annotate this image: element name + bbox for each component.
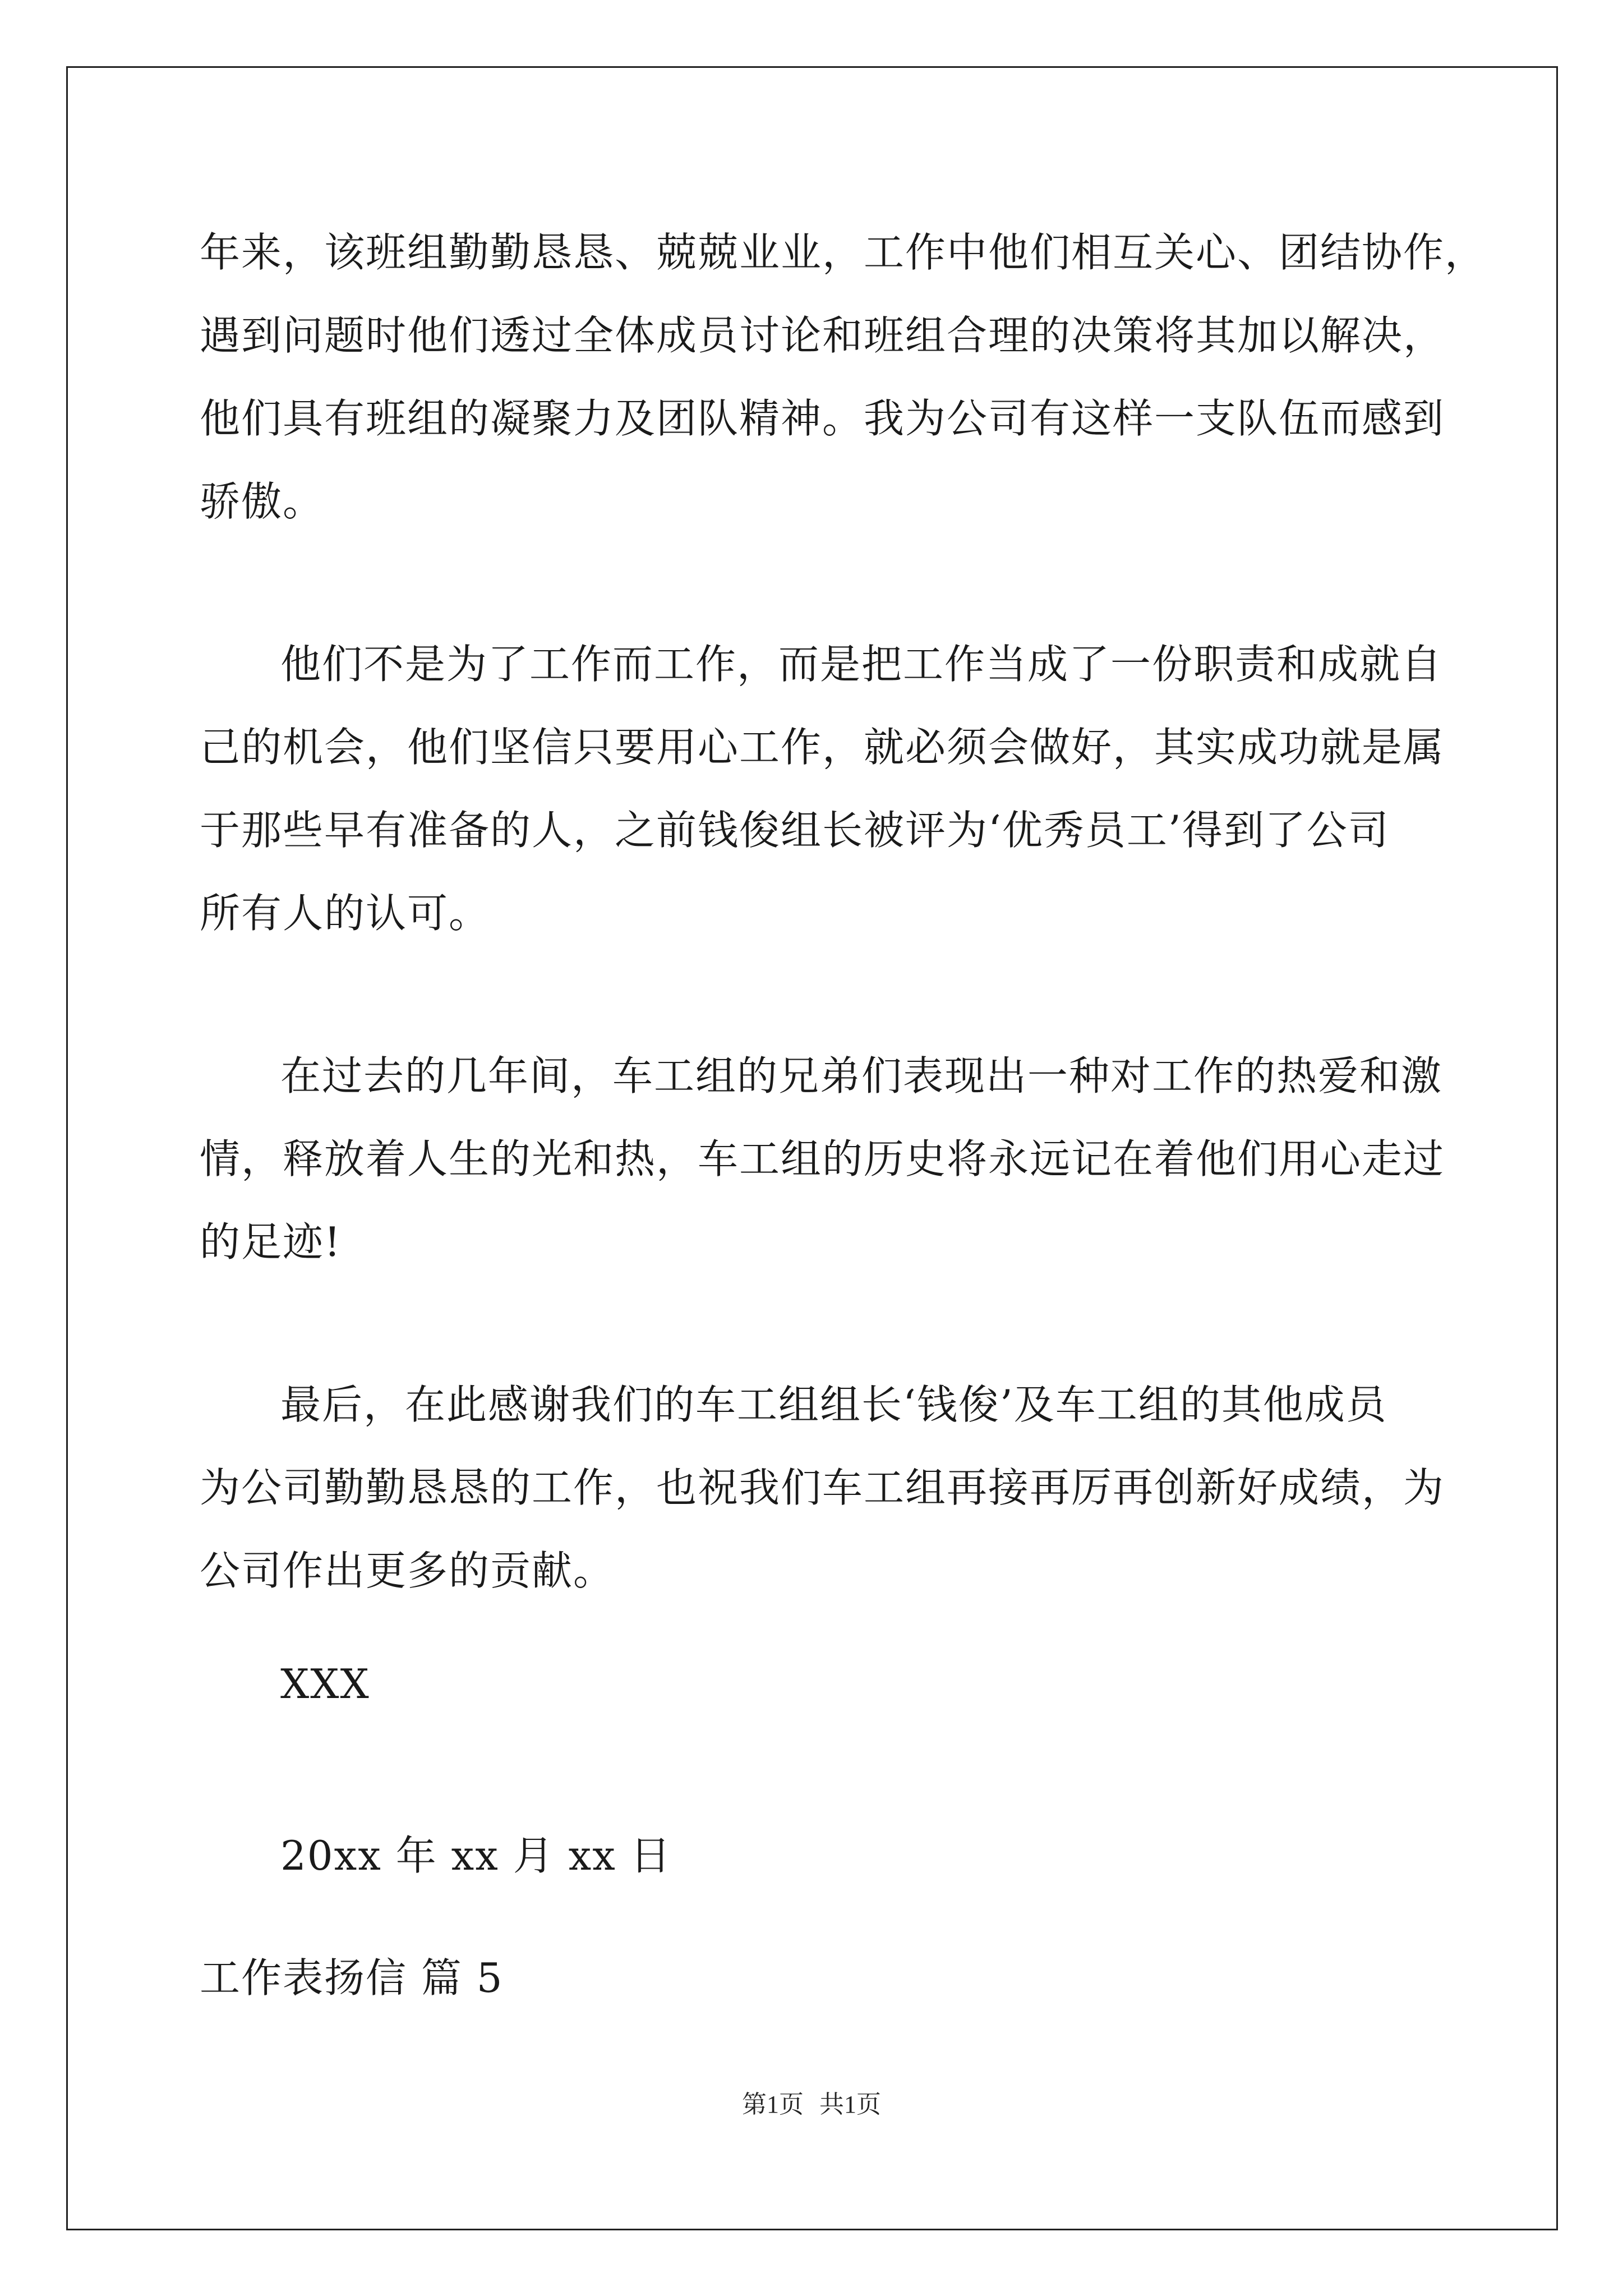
paragraph-start-line: 最后，在此感谢我们的车工组组长‘钱俊’及车工组的其他成员 bbox=[280, 1381, 1387, 1428]
page-footer bbox=[0, 2084, 1623, 2120]
paragraph-start-line: 他们不是为了工作而工作，而是把工作当成了一份职责和成就自 bbox=[280, 641, 1443, 688]
text-line: 他们具有班组的凝聚力及团队精神。我为公司有这样一支队伍而感到 bbox=[200, 395, 1445, 442]
text-line: 年来，该班组勤勤恳恳、兢兢业业，工作中他们相互关心、团结协作， bbox=[200, 229, 1487, 276]
text-line: 的足迹! bbox=[200, 1218, 342, 1266]
text-line: 己的机会，他们坚信只要用心工作，就必须会做好，其实成功就是属 bbox=[200, 724, 1445, 771]
text-line: 为公司勤勤恳恳的工作，也祝我们车工组再接再厉再创新好成绩，为 bbox=[200, 1464, 1445, 1511]
text-line: 骄傲。 bbox=[200, 478, 325, 525]
text-line: 遇到问题时他们透过全体成员讨论和班组合理的决策将其加以解决， bbox=[200, 312, 1445, 359]
date-line: 20xx 年 xx 月 xx 日 bbox=[280, 1832, 672, 1879]
section-heading: 工作表扬信 篇 5 bbox=[200, 1954, 504, 2001]
text-line: 所有人的认可。 bbox=[200, 890, 491, 937]
text-line: 公司作出更多的贡献。 bbox=[200, 1547, 615, 1594]
page-total: 共1页 bbox=[819, 2091, 881, 2118]
signature: XXX bbox=[280, 1660, 370, 1708]
page-number: 第1页 bbox=[742, 2091, 804, 2118]
text-line: 情，释放着人生的光和热，车工组的历史将永远记在着他们用心走过 bbox=[200, 1135, 1445, 1182]
paragraph-start-line: 在过去的几年间，车工组的兄弟们表现出一种对工作的热爱和激 bbox=[280, 1052, 1443, 1099]
text-line: 于那些早有准备的人，之前钱俊组长被评为‘优秀员工’得到了公司 bbox=[200, 807, 1390, 854]
